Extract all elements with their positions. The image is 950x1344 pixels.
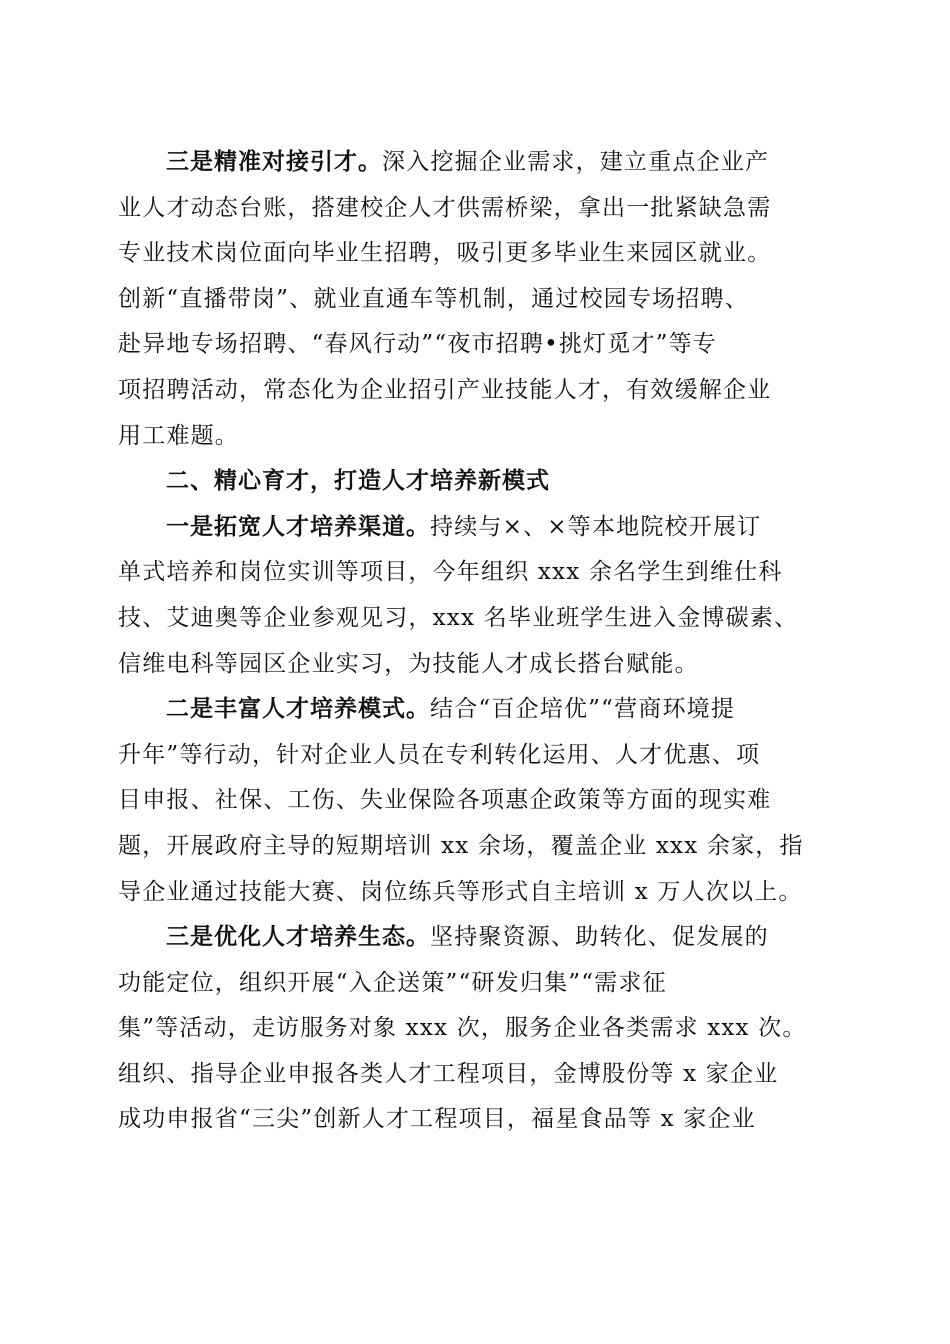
- paragraph-lead: 三是精准对接引才。: [166, 149, 382, 175]
- paragraph-line-text: 坚持聚资源、助转化、促发展的: [430, 924, 769, 951]
- paragraph-line: 赴异地专场招聘、“春风行动”“夜市招聘•挑灯觅才”等专: [118, 331, 717, 358]
- paragraph-line: 组织、指导企业申报各类人才工程项目，金博股份等 x 家企业: [118, 1060, 779, 1087]
- paragraph-line: 题，开展政府主导的短期培训 xx 余场，覆盖企业 xxx 余家，指: [118, 832, 804, 859]
- paragraph-lead: 二是丰富人才培养模式。: [166, 696, 430, 723]
- paragraph-first-line: [118, 915, 838, 961]
- paragraph-line: 信维电科等园区企业实习，为技能人才成长搭台赋能。: [118, 650, 699, 677]
- paragraph-line: 项招聘活动，常态化为企业招引产业技能人才，有效缓解企业: [118, 376, 772, 403]
- paragraph-first-line: [118, 140, 838, 186]
- paragraph-lead: 一是拓宽人才培养渠道。: [166, 513, 430, 540]
- paragraph-line: 集”等活动，走访服务对象 xxx 次，服务企业各类需求 xxx 次。: [118, 1015, 807, 1042]
- paragraph-optimize-ecology: [118, 915, 838, 1143]
- paragraph-precise-recruitment: [118, 140, 838, 459]
- paragraph-line: 功能定位，组织开展“入企送策”“研发归集”“需求征: [118, 969, 667, 996]
- paragraph-line: 单式培养和岗位实训等项目，今年组织 xxx 余名学生到维仕科: [118, 559, 783, 586]
- paragraph-line: 导企业通过技能大赛、岗位练兵等形式自主培训 x 万人次以上。: [118, 878, 803, 905]
- paragraph-line-text: 结合“百企培优”“营商环境提: [430, 696, 736, 723]
- paragraph-line: 用工难题。: [118, 422, 239, 449]
- paragraph-line: 创新“直播带岗”、就业直通车等机制，通过校园专场招聘、: [118, 285, 749, 312]
- paragraph-broaden-channels: [118, 505, 838, 687]
- paragraph-line: 技、艾迪奥等企业参观见习，xxx 名毕业班学生进入金博碳素、: [118, 604, 799, 631]
- paragraph-first-line: [118, 505, 838, 551]
- paragraph-enrich-models: [118, 687, 838, 915]
- paragraph-line: 成功申报省“三尖”创新人才工程项目，福星食品等 x 家企业: [118, 1106, 756, 1133]
- section-heading: 二、精心育才，打造人才培养新模式: [166, 468, 550, 495]
- paragraph-line: 目申报、社保、工伤、失业保险各项惠企政策等方面的现实难: [118, 787, 772, 814]
- paragraph-lead: 三是优化人才培养生态。: [166, 924, 430, 951]
- paragraph-line-text: 持续与×、×等本地院校开展订: [430, 513, 762, 540]
- paragraph-line-text: 深入挖掘企业需求，建立重点企业产: [382, 149, 770, 175]
- paragraph-line: 升年”等行动，针对企业人员在专利转化运用、人才优惠、项: [118, 741, 761, 768]
- paragraph-line: 专业技术岗位面向毕业生招聘，吸引更多毕业生来园区就业。: [118, 240, 772, 267]
- paragraph-line: 业人才动态台账，搭建校企人才供需桥梁，拿出一批紧缺急需: [118, 194, 772, 221]
- paragraph-first-line: [118, 687, 838, 733]
- document-body: [118, 140, 838, 1143]
